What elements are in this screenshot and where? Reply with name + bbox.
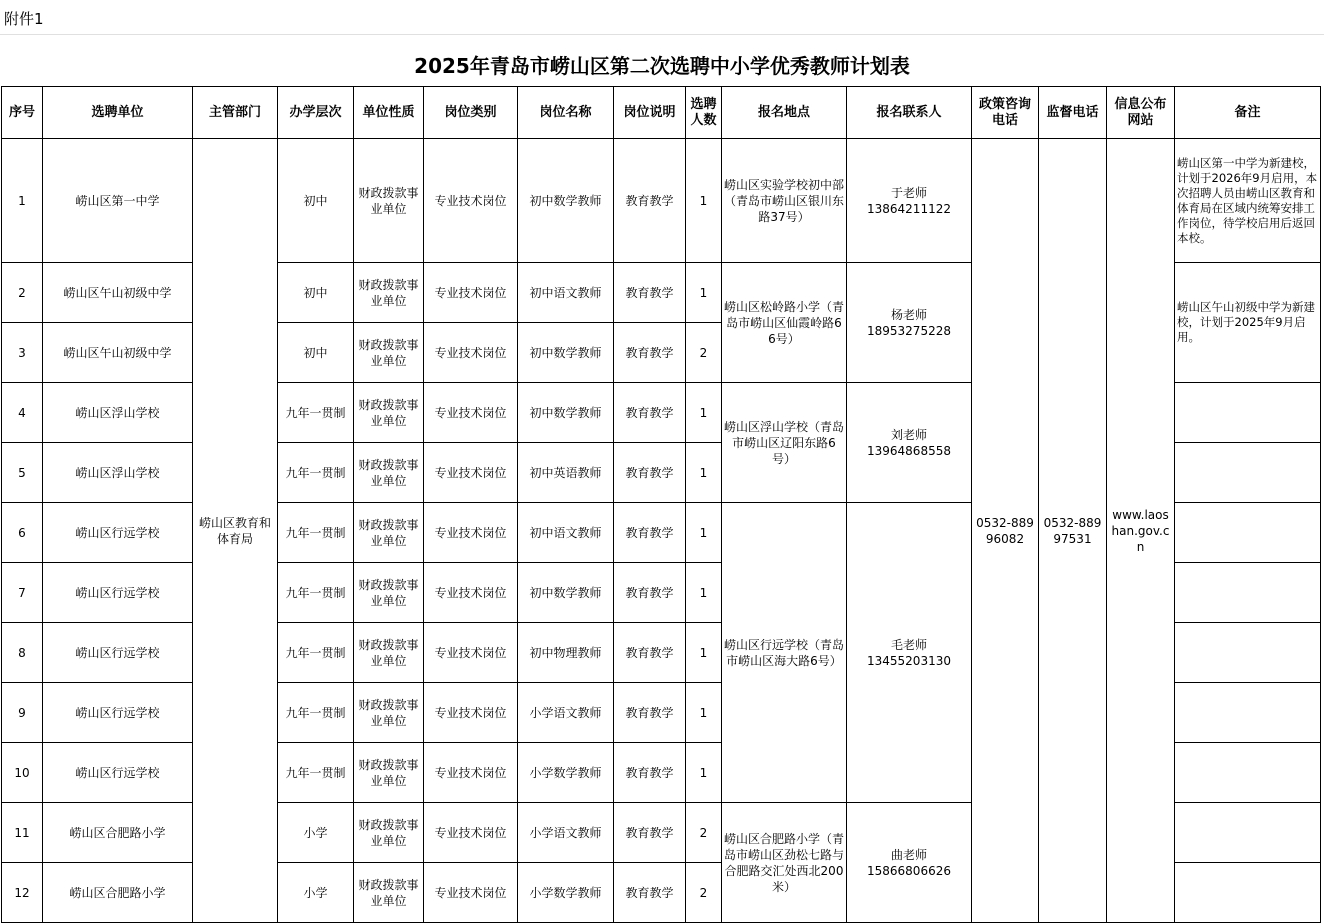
cell-nature: 财政拨款事业单位 bbox=[354, 803, 424, 863]
cell-unit: 崂山区午山初级中学 bbox=[43, 323, 193, 383]
cell-post-type: 专业技术岗位 bbox=[424, 803, 518, 863]
cell-post-type: 专业技术岗位 bbox=[424, 563, 518, 623]
cell-unit: 崂山区合肥路小学 bbox=[43, 863, 193, 923]
cell-post-type: 专业技术岗位 bbox=[424, 263, 518, 323]
header-remark: 备注 bbox=[1175, 87, 1321, 139]
cell-unit: 崂山区行远学校 bbox=[43, 743, 193, 803]
cell-post-name: 初中物理教师 bbox=[518, 623, 614, 683]
cell-unit: 崂山区合肥路小学 bbox=[43, 803, 193, 863]
cell-level: 九年一贯制 bbox=[278, 683, 354, 743]
cell-website: www.laoshan.gov.cn bbox=[1107, 139, 1175, 923]
cell-nature: 财政拨款事业单位 bbox=[354, 683, 424, 743]
cell-remark: 崂山区第一中学为新建校，计划于2026年9月启用，本次招聘人员由崂山区教育和体育局在区域内统筹安排工作岗位，待学校启用后返回本校。 bbox=[1175, 139, 1321, 263]
cell-post-desc: 教育教学 bbox=[614, 383, 686, 443]
cell-remark bbox=[1175, 623, 1321, 683]
cell-count: 2 bbox=[686, 323, 722, 383]
header-nature: 单位性质 bbox=[354, 87, 424, 139]
cell-remark bbox=[1175, 443, 1321, 503]
cell-seq: 8 bbox=[2, 623, 43, 683]
cell-nature: 财政拨款事业单位 bbox=[354, 139, 424, 263]
cell-level: 小学 bbox=[278, 803, 354, 863]
cell-unit: 崂山区浮山学校 bbox=[43, 383, 193, 443]
header-policy-phone: 政策咨询电话 bbox=[972, 87, 1039, 139]
contact-phone: 13964868558 bbox=[867, 443, 951, 458]
cell-seq: 6 bbox=[2, 503, 43, 563]
contact-phone: 15866806626 bbox=[867, 863, 951, 878]
contact-name: 毛老师 bbox=[890, 637, 927, 652]
cell-site: 崂山区浮山学校（青岛市崂山区辽阳东路6号） bbox=[722, 383, 847, 503]
cell-post-name: 初中数学教师 bbox=[518, 563, 614, 623]
cell-remark bbox=[1175, 803, 1321, 863]
cell-contact bbox=[847, 803, 972, 923]
cell-count: 1 bbox=[686, 383, 722, 443]
cell-level: 小学 bbox=[278, 863, 354, 923]
cell-unit: 崂山区行远学校 bbox=[43, 683, 193, 743]
cell-post-name: 初中数学教师 bbox=[518, 383, 614, 443]
cell-supervise-phone: 0532-88997531 bbox=[1039, 139, 1107, 923]
cell-seq: 3 bbox=[2, 323, 43, 383]
cell-count: 1 bbox=[686, 683, 722, 743]
cell-post-type: 专业技术岗位 bbox=[424, 323, 518, 383]
cell-post-desc: 教育教学 bbox=[614, 863, 686, 923]
cell-count: 2 bbox=[686, 803, 722, 863]
cell-remark bbox=[1175, 743, 1321, 803]
header-dept: 主管部门 bbox=[193, 87, 278, 139]
cell-unit: 崂山区第一中学 bbox=[43, 139, 193, 263]
contact-name: 刘老师 bbox=[890, 427, 927, 442]
cell-nature: 财政拨款事业单位 bbox=[354, 623, 424, 683]
cell-level: 九年一贯制 bbox=[278, 503, 354, 563]
contact-name: 于老师 bbox=[890, 185, 927, 200]
cell-nature: 财政拨款事业单位 bbox=[354, 443, 424, 503]
cell-seq: 11 bbox=[2, 803, 43, 863]
cell-site: 崂山区松岭路小学（青岛市崂山区仙霞岭路66号） bbox=[722, 263, 847, 383]
header-count: 选聘人数 bbox=[686, 87, 722, 139]
cell-level: 九年一贯制 bbox=[278, 563, 354, 623]
cell-count: 1 bbox=[686, 743, 722, 803]
cell-post-desc: 教育教学 bbox=[614, 263, 686, 323]
contact-phone: 18953275228 bbox=[867, 323, 951, 338]
contact-phone: 13455203130 bbox=[867, 653, 951, 668]
cell-seq: 9 bbox=[2, 683, 43, 743]
cell-post-desc: 教育教学 bbox=[614, 563, 686, 623]
cell-post-name: 小学数学教师 bbox=[518, 863, 614, 923]
cell-count: 2 bbox=[686, 863, 722, 923]
cell-level: 九年一贯制 bbox=[278, 743, 354, 803]
cell-post-type: 专业技术岗位 bbox=[424, 623, 518, 683]
contact-name: 杨老师 bbox=[890, 307, 927, 322]
cell-contact bbox=[847, 139, 972, 263]
contact-phone: 13864211122 bbox=[867, 201, 951, 216]
header-post-name: 岗位名称 bbox=[518, 87, 614, 139]
cell-unit: 崂山区行远学校 bbox=[43, 563, 193, 623]
cell-post-name: 初中数学教师 bbox=[518, 323, 614, 383]
cell-nature: 财政拨款事业单位 bbox=[354, 743, 424, 803]
cell-nature: 财政拨款事业单位 bbox=[354, 323, 424, 383]
header-post-desc: 岗位说明 bbox=[614, 87, 686, 139]
cell-count: 1 bbox=[686, 263, 722, 323]
cell-post-type: 专业技术岗位 bbox=[424, 683, 518, 743]
cell-post-desc: 教育教学 bbox=[614, 683, 686, 743]
cell-post-desc: 教育教学 bbox=[614, 803, 686, 863]
contact-name: 曲老师 bbox=[890, 847, 927, 862]
header-contact: 报名联系人 bbox=[847, 87, 972, 139]
cell-seq: 5 bbox=[2, 443, 43, 503]
cell-post-name: 初中语文教师 bbox=[518, 503, 614, 563]
cell-level: 初中 bbox=[278, 323, 354, 383]
cell-remark bbox=[1175, 383, 1321, 443]
cell-post-desc: 教育教学 bbox=[614, 443, 686, 503]
header-website: 信息公布网站 bbox=[1107, 87, 1175, 139]
cell-post-name: 小学数学教师 bbox=[518, 743, 614, 803]
cell-level: 九年一贯制 bbox=[278, 623, 354, 683]
cell-contact bbox=[847, 383, 972, 503]
cell-seq: 2 bbox=[2, 263, 43, 323]
cell-post-name: 小学语文教师 bbox=[518, 683, 614, 743]
cell-seq: 1 bbox=[2, 139, 43, 263]
page-title: 2025年青岛市崂山区第二次选聘中小学优秀教师计划表 bbox=[414, 54, 910, 78]
cell-count: 1 bbox=[686, 139, 722, 263]
cell-post-desc: 教育教学 bbox=[614, 503, 686, 563]
sheet-top-row bbox=[0, 0, 1324, 35]
cell-remark bbox=[1175, 503, 1321, 563]
cell-seq: 12 bbox=[2, 863, 43, 923]
cell-remark bbox=[1175, 563, 1321, 623]
cell-post-desc: 教育教学 bbox=[614, 623, 686, 683]
cell-remark bbox=[1175, 683, 1321, 743]
cell-post-type: 专业技术岗位 bbox=[424, 863, 518, 923]
cell-nature: 财政拨款事业单位 bbox=[354, 563, 424, 623]
table-header-row bbox=[2, 87, 1321, 139]
cell-post-type: 专业技术岗位 bbox=[424, 503, 518, 563]
cell-seq: 10 bbox=[2, 743, 43, 803]
cell-post-type: 专业技术岗位 bbox=[424, 139, 518, 263]
cell-post-type: 专业技术岗位 bbox=[424, 743, 518, 803]
cell-seq: 4 bbox=[2, 383, 43, 443]
cell-contact bbox=[847, 503, 972, 803]
cell-nature: 财政拨款事业单位 bbox=[354, 503, 424, 563]
cell-post-name: 初中英语教师 bbox=[518, 443, 614, 503]
cell-nature: 财政拨款事业单位 bbox=[354, 383, 424, 443]
cell-policy-phone: 0532-88996082 bbox=[972, 139, 1039, 923]
recruitment-plan-table bbox=[1, 86, 1321, 923]
cell-level: 初中 bbox=[278, 139, 354, 263]
cell-post-type: 专业技术岗位 bbox=[424, 443, 518, 503]
header-level: 办学层次 bbox=[278, 87, 354, 139]
header-site: 报名地点 bbox=[722, 87, 847, 139]
cell-unit: 崂山区浮山学校 bbox=[43, 443, 193, 503]
cell-unit: 崂山区午山初级中学 bbox=[43, 263, 193, 323]
cell-post-name: 初中数学教师 bbox=[518, 139, 614, 263]
cell-site: 崂山区合肥路小学（青岛市崂山区劲松七路与合肥路交汇处西北200米） bbox=[722, 803, 847, 923]
cell-count: 1 bbox=[686, 623, 722, 683]
cell-post-desc: 教育教学 bbox=[614, 139, 686, 263]
cell-post-desc: 教育教学 bbox=[614, 743, 686, 803]
cell-nature: 财政拨款事业单位 bbox=[354, 863, 424, 923]
cell-level: 初中 bbox=[278, 263, 354, 323]
cell-count: 1 bbox=[686, 503, 722, 563]
cell-count: 1 bbox=[686, 443, 722, 503]
cell-contact bbox=[847, 263, 972, 383]
cell-remark bbox=[1175, 863, 1321, 923]
cell-remark: 崂山区午山初级中学为新建校，计划于2025年9月启用。 bbox=[1175, 263, 1321, 383]
cell-seq: 7 bbox=[2, 563, 43, 623]
header-supervise-phone: 监督电话 bbox=[1039, 87, 1107, 139]
header-seq: 序号 bbox=[2, 87, 43, 139]
cell-post-name: 小学语文教师 bbox=[518, 803, 614, 863]
table-row bbox=[2, 139, 1321, 263]
cell-unit: 崂山区行远学校 bbox=[43, 623, 193, 683]
cell-count: 1 bbox=[686, 563, 722, 623]
cell-level: 九年一贯制 bbox=[278, 383, 354, 443]
cell-post-type: 专业技术岗位 bbox=[424, 383, 518, 443]
annex-label: 附件1 bbox=[4, 10, 44, 28]
cell-unit: 崂山区行远学校 bbox=[43, 503, 193, 563]
cell-post-desc: 教育教学 bbox=[614, 323, 686, 383]
cell-site: 崂山区行远学校（青岛市崂山区海大路6号） bbox=[722, 503, 847, 803]
cell-level: 九年一贯制 bbox=[278, 443, 354, 503]
cell-site: 崂山区实验学校初中部（青岛市崂山区银川东路37号） bbox=[722, 139, 847, 263]
header-post-type: 岗位类别 bbox=[424, 87, 518, 139]
header-unit: 选聘单位 bbox=[43, 87, 193, 139]
cell-post-name: 初中语文教师 bbox=[518, 263, 614, 323]
cell-nature: 财政拨款事业单位 bbox=[354, 263, 424, 323]
cell-dept: 崂山区教育和体育局 bbox=[193, 139, 278, 923]
